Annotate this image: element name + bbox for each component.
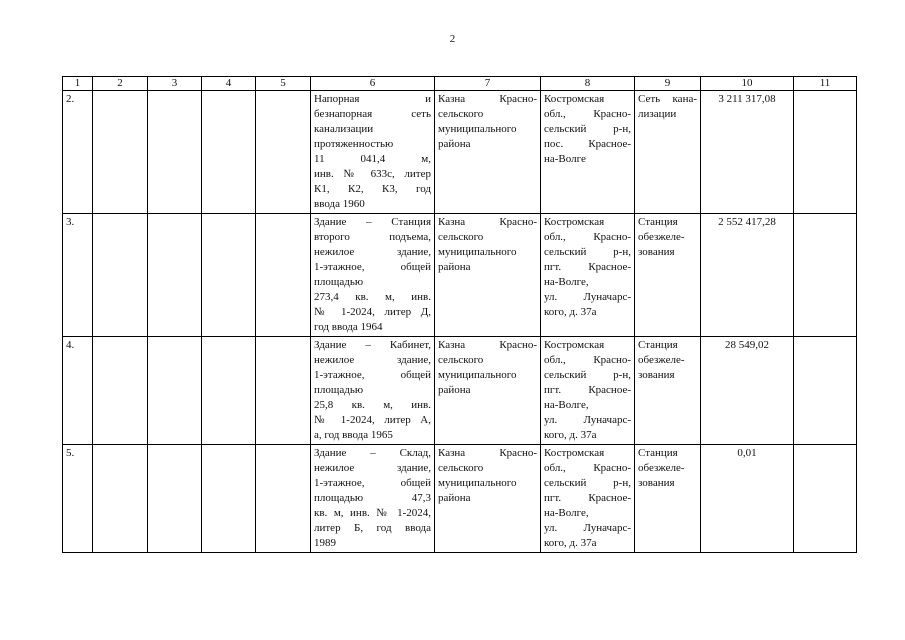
empty-cell-c3 bbox=[148, 214, 202, 337]
empty-cell-c4 bbox=[202, 445, 256, 553]
object-description-line: 273,4 кв. м, инв. bbox=[314, 291, 431, 303]
address-line: ул. Луначарс- bbox=[544, 522, 631, 534]
object-description-line: Здание – Кабинет, bbox=[314, 339, 431, 351]
row-number: 4. bbox=[63, 337, 93, 445]
object-description-line: второго подъема, bbox=[314, 231, 431, 243]
object-description-line: литер Б, год ввода bbox=[314, 522, 431, 534]
purpose-line: Станция bbox=[638, 447, 678, 459]
owner-line: муниципального bbox=[438, 246, 517, 258]
purpose bbox=[635, 214, 701, 337]
purpose bbox=[635, 91, 701, 214]
object-description-line: протяженностью bbox=[314, 138, 394, 150]
empty-cell-c11 bbox=[794, 91, 857, 214]
owner-line: сельского bbox=[438, 354, 484, 366]
table-header-row bbox=[63, 77, 857, 91]
column-header-5: 5 bbox=[256, 77, 311, 91]
purpose-line: лизации bbox=[638, 108, 677, 120]
owner-line: района bbox=[438, 384, 471, 396]
address-line: Костромская bbox=[544, 216, 605, 228]
value-cell: 3 211 317,08 bbox=[701, 91, 794, 214]
address-line: ул. Луначарс- bbox=[544, 291, 631, 303]
owner-line: сельского bbox=[438, 462, 484, 474]
address-line: обл., Красно- bbox=[544, 462, 631, 474]
address-line: сельский р-н, bbox=[544, 477, 631, 489]
purpose-line: Станция bbox=[638, 339, 678, 351]
table-row bbox=[63, 445, 857, 553]
empty-cell-c5 bbox=[256, 214, 311, 337]
owner-line: Казна Красно- bbox=[438, 447, 537, 459]
object-description-line: кв. м, инв. № 1-2024, bbox=[314, 507, 431, 519]
object-description-line: 1-этажное, общей bbox=[314, 369, 431, 381]
owner-line: муниципального bbox=[438, 369, 517, 381]
address bbox=[541, 337, 635, 445]
column-header-9: 9 bbox=[635, 77, 701, 91]
empty-cell-c11 bbox=[794, 337, 857, 445]
empty-cell-c3 bbox=[148, 445, 202, 553]
address-line: на-Волге bbox=[544, 153, 586, 165]
owner bbox=[435, 214, 541, 337]
object-description bbox=[311, 91, 435, 214]
purpose-line: зования bbox=[638, 477, 675, 489]
object-description bbox=[311, 445, 435, 553]
empty-cell-c11 bbox=[794, 214, 857, 337]
row-number: 5. bbox=[63, 445, 93, 553]
object-description-line: Здание – Склад, bbox=[314, 447, 431, 459]
empty-cell-c2 bbox=[93, 445, 148, 553]
object-description-line: нежилое здание, bbox=[314, 246, 431, 258]
empty-cell-c3 bbox=[148, 337, 202, 445]
address-line: ул. Луначарс- bbox=[544, 414, 631, 426]
value-cell: 2 552 417,28 bbox=[701, 214, 794, 337]
column-header-1: 1 bbox=[63, 77, 93, 91]
empty-cell-c4 bbox=[202, 337, 256, 445]
address-line: Костромская bbox=[544, 447, 605, 459]
address bbox=[541, 91, 635, 214]
empty-cell-c11 bbox=[794, 445, 857, 553]
object-description-line: 1989 bbox=[314, 537, 336, 549]
row-number: 2. bbox=[63, 91, 93, 214]
column-header-2: 2 bbox=[93, 77, 148, 91]
table-row bbox=[63, 337, 857, 445]
address-line: Костромская bbox=[544, 93, 605, 105]
address bbox=[541, 445, 635, 553]
object-description-line: нежилое здание, bbox=[314, 462, 431, 474]
property-table bbox=[62, 76, 857, 553]
empty-cell-c2 bbox=[93, 91, 148, 214]
owner-line: сельского bbox=[438, 108, 484, 120]
owner bbox=[435, 337, 541, 445]
address-line: пос. Красное- bbox=[544, 138, 631, 150]
address bbox=[541, 214, 635, 337]
address-line: на-Волге, bbox=[544, 399, 589, 411]
object-description-line: а, год ввода 1965 bbox=[314, 429, 393, 441]
address-line: сельский р-н, bbox=[544, 369, 631, 381]
value-cell: 28 549,02 bbox=[701, 337, 794, 445]
empty-cell-c4 bbox=[202, 214, 256, 337]
address-line: кого, д. 37а bbox=[544, 429, 597, 441]
owner-line: района bbox=[438, 138, 471, 150]
owner bbox=[435, 445, 541, 553]
column-header-3: 3 bbox=[148, 77, 202, 91]
object-description-line: площадью bbox=[314, 276, 364, 288]
object-description bbox=[311, 214, 435, 337]
object-description-line: год ввода 1964 bbox=[314, 321, 383, 333]
owner-line: района bbox=[438, 492, 471, 504]
purpose-line: Станция bbox=[638, 216, 678, 228]
object-description-line: Здание – Станция bbox=[314, 216, 431, 228]
owner-line: сельского bbox=[438, 231, 484, 243]
purpose-line: Сеть кана- bbox=[638, 93, 697, 105]
purpose bbox=[635, 445, 701, 553]
object-description-line: площадью bbox=[314, 384, 364, 396]
row-number: 3. bbox=[63, 214, 93, 337]
column-header-8: 8 bbox=[541, 77, 635, 91]
object-description-line: № 1-2024, литер Д, bbox=[314, 306, 431, 318]
owner-line: района bbox=[438, 261, 471, 273]
address-line: кого, д. 37а bbox=[544, 537, 597, 549]
empty-cell-c4 bbox=[202, 91, 256, 214]
object-description-line: 1-этажное, общей bbox=[314, 261, 431, 273]
empty-cell-c5 bbox=[256, 337, 311, 445]
owner-line: муниципального bbox=[438, 123, 517, 135]
owner-line: муниципального bbox=[438, 477, 517, 489]
column-header-4: 4 bbox=[202, 77, 256, 91]
object-description-line: Напорная и bbox=[314, 93, 431, 105]
purpose-line: обезжеле- bbox=[638, 354, 685, 366]
empty-cell-c5 bbox=[256, 91, 311, 214]
owner-line: Казна Красно- bbox=[438, 93, 537, 105]
purpose-line: зования bbox=[638, 246, 675, 258]
column-header-6: 6 bbox=[311, 77, 435, 91]
page-number: 2 bbox=[449, 33, 456, 45]
address-line: обл., Красно- bbox=[544, 108, 631, 120]
table-row bbox=[63, 91, 857, 214]
owner bbox=[435, 91, 541, 214]
purpose-line: обезжеле- bbox=[638, 462, 685, 474]
object-description-line: ввода 1960 bbox=[314, 198, 365, 210]
object-description-line: 25,8 кв. м, инв. bbox=[314, 399, 431, 411]
object-description-line: канализации bbox=[314, 123, 374, 135]
object-description-line: безнапорная сеть bbox=[314, 108, 431, 120]
address-line: на-Волге, bbox=[544, 507, 589, 519]
address-line: пгт. Красное- bbox=[544, 384, 631, 396]
object-description-line: 1-этажное, общей bbox=[314, 477, 431, 489]
object-description-line: площадью 47,3 bbox=[314, 492, 431, 504]
object-description-line: К1, К2, К3, год bbox=[314, 183, 431, 195]
owner-line: Казна Красно- bbox=[438, 216, 537, 228]
empty-cell-c2 bbox=[93, 214, 148, 337]
column-header-10: 10 bbox=[701, 77, 794, 91]
value-cell: 0,01 bbox=[701, 445, 794, 553]
owner-line: Казна Красно- bbox=[438, 339, 537, 351]
purpose bbox=[635, 337, 701, 445]
address-line: пгт. Красное- bbox=[544, 261, 631, 273]
address-line: кого, д. 37а bbox=[544, 306, 597, 318]
address-line: на-Волге, bbox=[544, 276, 589, 288]
purpose-line: зования bbox=[638, 369, 675, 381]
column-header-11: 11 bbox=[794, 77, 857, 91]
object-description-line: инв. № 633с, литер bbox=[314, 168, 431, 180]
address-line: сельский р-н, bbox=[544, 123, 631, 135]
purpose-line: обезжеле- bbox=[638, 231, 685, 243]
column-header-7: 7 bbox=[435, 77, 541, 91]
object-description-line: 11 041,4 м, bbox=[314, 153, 431, 165]
address-line: пгт. Красное- bbox=[544, 492, 631, 504]
address-line: сельский р-н, bbox=[544, 246, 631, 258]
object-description-line: нежилое здание, bbox=[314, 354, 431, 366]
object-description-line: № 1-2024, литер А, bbox=[314, 414, 431, 426]
empty-cell-c2 bbox=[93, 337, 148, 445]
address-line: Костромская bbox=[544, 339, 605, 351]
empty-cell-c5 bbox=[256, 445, 311, 553]
table-body bbox=[63, 91, 857, 553]
empty-cell-c3 bbox=[148, 91, 202, 214]
address-line: обл., Красно- bbox=[544, 354, 631, 366]
address-line: обл., Красно- bbox=[544, 231, 631, 243]
object-description bbox=[311, 337, 435, 445]
table-row bbox=[63, 214, 857, 337]
